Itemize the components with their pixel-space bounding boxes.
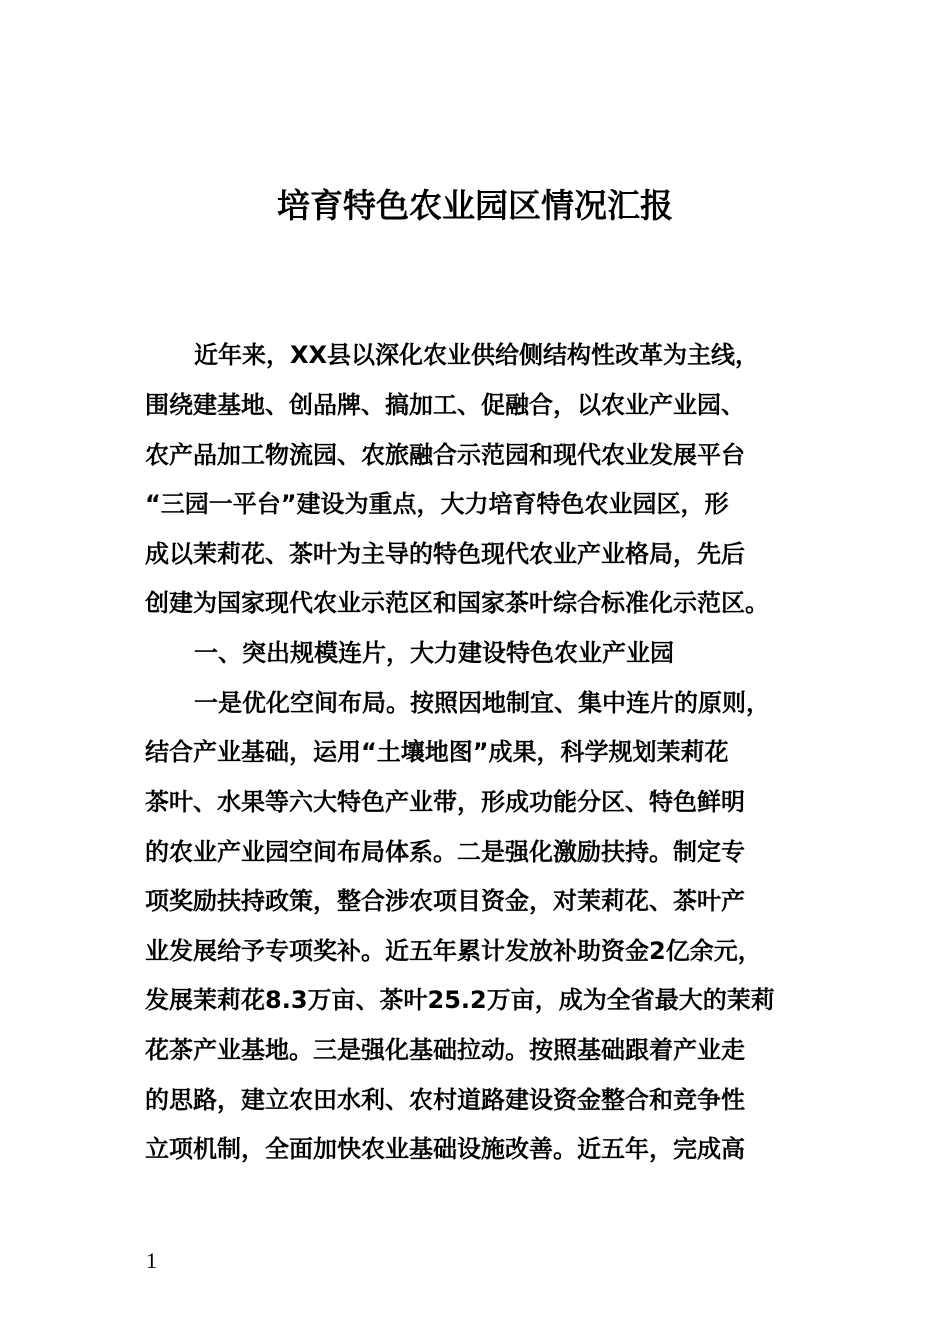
text-line-17: 立项机制，全面加快农业基础设施改善。近五年，完成高 — [145, 1135, 745, 1163]
text-line-14: 发展茉莉花8.3万亩、茶叶25.2万亩，成为全省最大的茉莉 — [145, 986, 775, 1014]
text-line-13: 业发展给予专项奖补。近五年累计发放补助资金2亿余元， — [145, 937, 762, 965]
page-number: 1 — [146, 1248, 157, 1273]
document-title: 培育特色农业园区情况汇报 — [277, 186, 673, 225]
text-line-11: 的农业产业园空间布局体系。二是强化激励扶持。制定专 — [145, 838, 745, 866]
text-line-10: 茶叶、水果等六大特色产业带，形成功能分区、特色鲜明 — [145, 788, 745, 816]
text-line-3: 农产品加工物流园、农旅融合示范园和现代农业发展平台 — [145, 441, 745, 469]
text-line-15: 花茶产业基地。三是强化基础拉动。按照基础跟着产业走 — [145, 1036, 745, 1064]
text-line-8: 一是优化空间布局。按照因地制宜、集中连片的原则， — [194, 689, 770, 717]
text-line-2: 围绕建基地、创品牌、搞加工、促融合，以农业产业园、 — [145, 391, 745, 419]
text-line-16: 的思路，建立农田水利、农村道路建设资金整合和竞争性 — [145, 1086, 745, 1114]
text-line-9: 结合产业基础，运用“土壤地图”成果，科学规划茉莉花 — [145, 738, 729, 766]
text-line-6: 创建为国家现代农业示范区和国家茶叶综合标准化示范区。 — [145, 589, 769, 617]
section-heading-1: 一、突出规模连片，大力建设特色农业产业园 — [194, 639, 674, 667]
text-line-5: 成以茉莉花、茶叶为主导的特色现代农业产业格局，先后 — [145, 540, 745, 568]
text-line-12: 项奖励扶持政策，整合涉农项目资金，对茉莉花、茶叶产 — [145, 887, 745, 915]
text-line-4: “三园一平台”建设为重点，大力培育特色农业园区，形 — [145, 490, 729, 518]
text-line-1: 近年来，XX县以深化农业供给侧结构性改革为主线， — [194, 341, 760, 369]
